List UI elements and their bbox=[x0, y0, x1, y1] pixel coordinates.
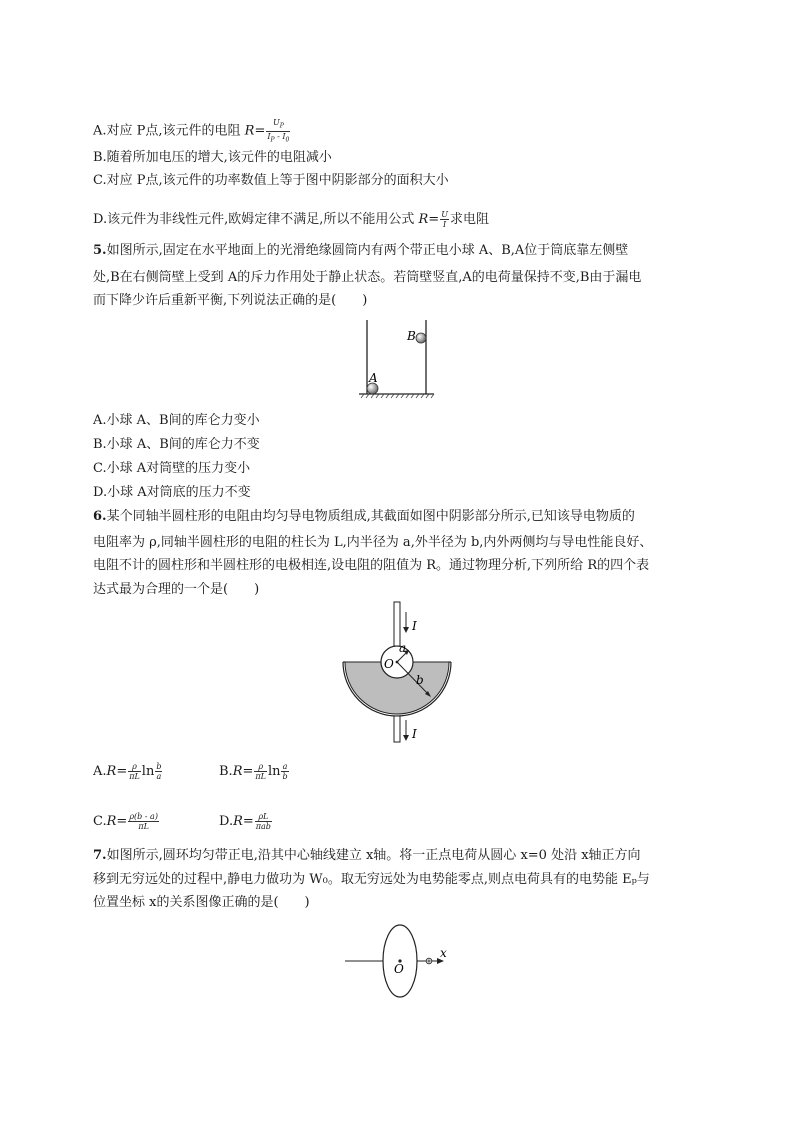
q6-c-r: R= bbox=[106, 814, 128, 829]
q6-option-d bbox=[219, 812, 273, 831]
q4-option-d-post: 求电阻 bbox=[449, 212, 489, 227]
q4-option-b: B.随着所加电压的增大,该元件的电阻减小 bbox=[93, 150, 332, 165]
q4-a-den-sub: P bbox=[270, 136, 275, 144]
q7-figure-ring bbox=[343, 920, 458, 1002]
q6-d-pre: D. bbox=[219, 814, 234, 829]
q6-c-frac: $\frac{\rho(b - a)}{\pi L}$ bbox=[129, 812, 158, 831]
q7-stem-2: 移到无穷远处的过程中,静电力做功为 W₀。取无穷远处为电势能零点,则点电荷具有的电势能 Eₚ与 bbox=[93, 872, 650, 887]
q6-option-b bbox=[219, 762, 290, 781]
q5-stem-2: 处,B在右侧筒壁上受到 A的斥力作用处于静止状态。若筒壁竖直,A的电荷量保持不变,B由于漏电 bbox=[93, 270, 642, 285]
q5-stem-3: 而下降少许后重新平衡,下列说法正确的是( ) bbox=[93, 293, 368, 308]
q6-option-a bbox=[93, 762, 163, 781]
q6-stem-2: 电阻率为 ρ,同轴半圆柱形的电阻的柱长为 L,内半径为 a,外半径为 b,内外两侧均与导电性能良好、 bbox=[93, 535, 653, 550]
q6-d-r: R= bbox=[233, 814, 254, 829]
q6-option-c bbox=[93, 812, 160, 831]
q5-label-b: B bbox=[407, 329, 416, 343]
q5-stem-1 bbox=[93, 243, 628, 259]
q7-stem-1 bbox=[93, 848, 641, 864]
q7-number: 7. bbox=[93, 848, 107, 863]
q4-a-num: U bbox=[272, 118, 280, 127]
q4-a-den: I bbox=[267, 131, 271, 141]
q6-label-b: b bbox=[416, 673, 424, 687]
q4-option-a-fraction bbox=[266, 118, 290, 144]
q6-label-o: O bbox=[384, 657, 394, 671]
q7-label-x: x bbox=[440, 946, 447, 960]
q4-d-den: I bbox=[440, 219, 449, 229]
q5-option-c: C.小球 A对筒壁的压力变小 bbox=[93, 461, 251, 476]
q4-option-d-text: D.该元件为非线性元件,欧姆定律不满足,所以不能用公式 bbox=[93, 212, 419, 227]
q4-a-num-sub: P bbox=[279, 122, 284, 130]
q6-label-i-bottom: I bbox=[412, 727, 417, 741]
q6-stem-1 bbox=[93, 509, 635, 525]
q6-label-i-top: I bbox=[412, 619, 417, 633]
q4-option-d-fraction bbox=[440, 210, 449, 229]
q4-option-d-formula-r: R= bbox=[418, 212, 440, 227]
q6-top-lead bbox=[394, 602, 400, 646]
q5-ball-b bbox=[416, 333, 426, 343]
q5-option-d: D.小球 A对筒底的压力不变 bbox=[93, 485, 251, 500]
q4-a-den-sub2: 0 bbox=[285, 136, 290, 144]
q6-a-pre: A. bbox=[93, 764, 107, 779]
q6-number: 6. bbox=[93, 509, 107, 524]
q5-number: 5. bbox=[93, 243, 107, 258]
q6-a-frac2: $\frac{b}{a}$ bbox=[156, 762, 162, 781]
q6-b-ln: ln bbox=[267, 764, 281, 779]
q5-stem-text-1: 如图所示,固定在水平地面上的光滑绝缘圆筒内有两个带正电小球 A、B,A位于筒底靠左侧壁 bbox=[106, 243, 629, 258]
q6-b-r: R= bbox=[232, 764, 254, 779]
q6-figure-semicylinder bbox=[340, 600, 455, 746]
q6-stem-4: 达式最为合理的一个是( ) bbox=[93, 582, 260, 597]
q5-option-a: A.小球 A、B间的库仑力变小 bbox=[93, 413, 260, 428]
q6-a-frac1: $\frac{\rho}{\pi L}$ bbox=[129, 762, 140, 781]
q6-bottom-lead bbox=[394, 716, 400, 742]
q4-option-a bbox=[93, 118, 291, 144]
q5-option-b: B.小球 A、B间的库仑力不变 bbox=[93, 437, 260, 452]
q6-label-a: a bbox=[399, 641, 407, 655]
q6-c-pre: C. bbox=[93, 814, 107, 829]
q6-b-frac1: $\frac{\rho}{\pi L}$ bbox=[255, 762, 266, 781]
q7-stem-3: 位置坐标 x的关系图像正确的是( ) bbox=[93, 895, 310, 910]
q7-label-o: O bbox=[394, 962, 404, 976]
q6-a-r: R= bbox=[106, 764, 128, 779]
q7-stem-text-1: 如图所示,圆环均匀带正电,沿其中心轴线建立 x轴。将一正点电荷从圆心 x=0 处沿 x轴正方向 bbox=[106, 848, 641, 863]
q4-option-a-formula-r: R= bbox=[244, 123, 266, 139]
q6-stem-text-1: 某个同轴半圆柱形的电阻由均匀导电物质组成,其截面如图中阴影部分所示,已知该导电物质的 bbox=[106, 509, 635, 524]
q6-b-pre: B. bbox=[219, 764, 233, 779]
q6-d-frac: $\frac{\rho L}{\text{πab}}$ bbox=[255, 812, 271, 831]
q5-figure-cylinder bbox=[355, 318, 440, 400]
q4-option-a-text: A.对应 P点,该元件的电阻 bbox=[93, 123, 245, 139]
q6-a-ln: ln bbox=[141, 764, 155, 779]
q6-b-frac2: $\frac{a}{b}$ bbox=[282, 762, 288, 781]
q4-option-c: C.对应 P点,该元件的功率数值上等于图中阴影部分的面积大小 bbox=[93, 173, 449, 188]
q4-d-num: U bbox=[441, 210, 448, 219]
q4-a-den-mid: - I bbox=[274, 131, 286, 141]
q6-stem-3: 电阻不计的圆柱形和半圆柱形的电极相连,设电阻的阻值为 R。通过物理分析,下列所给 R的四个表 bbox=[93, 558, 650, 573]
q5-label-a: A bbox=[369, 371, 378, 385]
q4-option-d bbox=[93, 210, 489, 229]
